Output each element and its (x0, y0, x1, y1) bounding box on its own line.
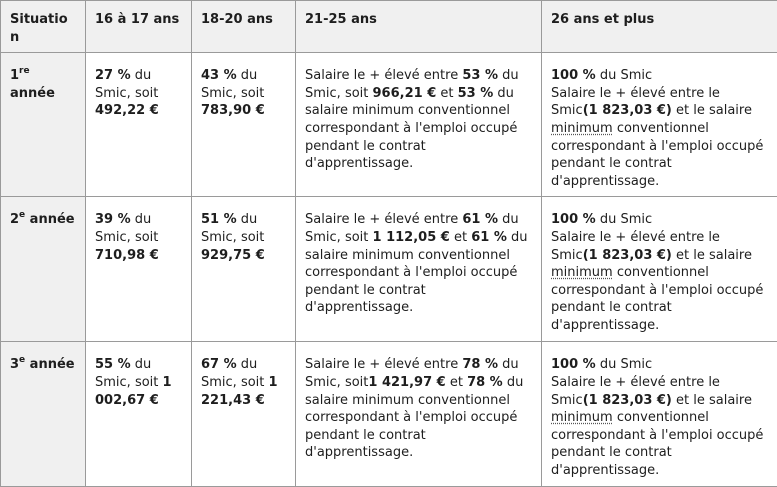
cell-21-25: Salaire le + élevé entre 78 % du Smic, soit1 421,97 € et 78 % du salaire minimum conventionnel correspondant à l'emploi occupé pendant le contrat d'apprentissage. (296, 342, 542, 487)
table-row (1, 197, 777, 342)
header-age-26-plus: 26 ans et plus (542, 1, 777, 53)
header-age-16-17: 16 à 17 ans (86, 1, 192, 53)
cell-16-17: 27 % du Smic, soit 492,22 € (86, 53, 192, 197)
cell-16-17: 55 % du Smic, soit 1 002,67 € (86, 342, 192, 487)
cell-26-plus: 100 % du Smic Salaire le + élevé entre le Smic(1 823,03 €) et le salaire minimum conventionnel correspondant à l'emploi occupé pendant le contrat d'apprentissage. (542, 53, 777, 197)
glossary-term-minimum[interactable]: minimum (551, 410, 613, 425)
cell-18-20: 51 % du Smic, soit 929,75 € (192, 197, 296, 342)
cell-21-25: Salaire le + élevé entre 61 % du Smic, soit 1 112,05 € et 61 % du salaire minimum conventionnel correspondant à l'emploi occupé pendant le contrat d'apprentissage. (296, 197, 542, 342)
cell-16-17: 39 % du Smic, soit 710,98 € (86, 197, 192, 342)
cell-18-20: 67 % du Smic, soit 1 221,43 € (192, 342, 296, 487)
row-situation-year-3: 3e année (1, 342, 86, 487)
row-situation-year-1: 1re année (1, 53, 86, 197)
cell-21-25: Salaire le + élevé entre 53 % du Smic, soit 966,21 € et 53 % du salaire minimum conventionnel correspondant à l'emploi occupé pendant le contrat d'apprentissage. (296, 53, 542, 197)
header-age-18-20: 18-20 ans (192, 1, 296, 53)
table-header-row (1, 1, 777, 53)
table-row (1, 342, 777, 487)
glossary-term-minimum[interactable]: minimum (551, 265, 613, 280)
row-situation-year-2: 2e année (1, 197, 86, 342)
cell-26-plus: 100 % du Smic Salaire le + élevé entre le Smic(1 823,03 €) et le salaire minimum conventionnel correspondant à l'emploi occupé pendant le contrat d'apprentissage. (542, 342, 777, 487)
cell-26-plus: 100 % du Smic Salaire le + élevé entre le Smic(1 823,03 €) et le salaire minimum conventionnel correspondant à l'emploi occupé pendant le contrat d'apprentissage. (542, 197, 777, 342)
table-row (1, 53, 777, 197)
header-age-21-25: 21-25 ans (296, 1, 542, 53)
header-situation: Situation (1, 1, 86, 53)
glossary-term-minimum[interactable]: minimum (551, 121, 613, 136)
cell-18-20: 43 % du Smic, soit 783,90 € (192, 53, 296, 197)
